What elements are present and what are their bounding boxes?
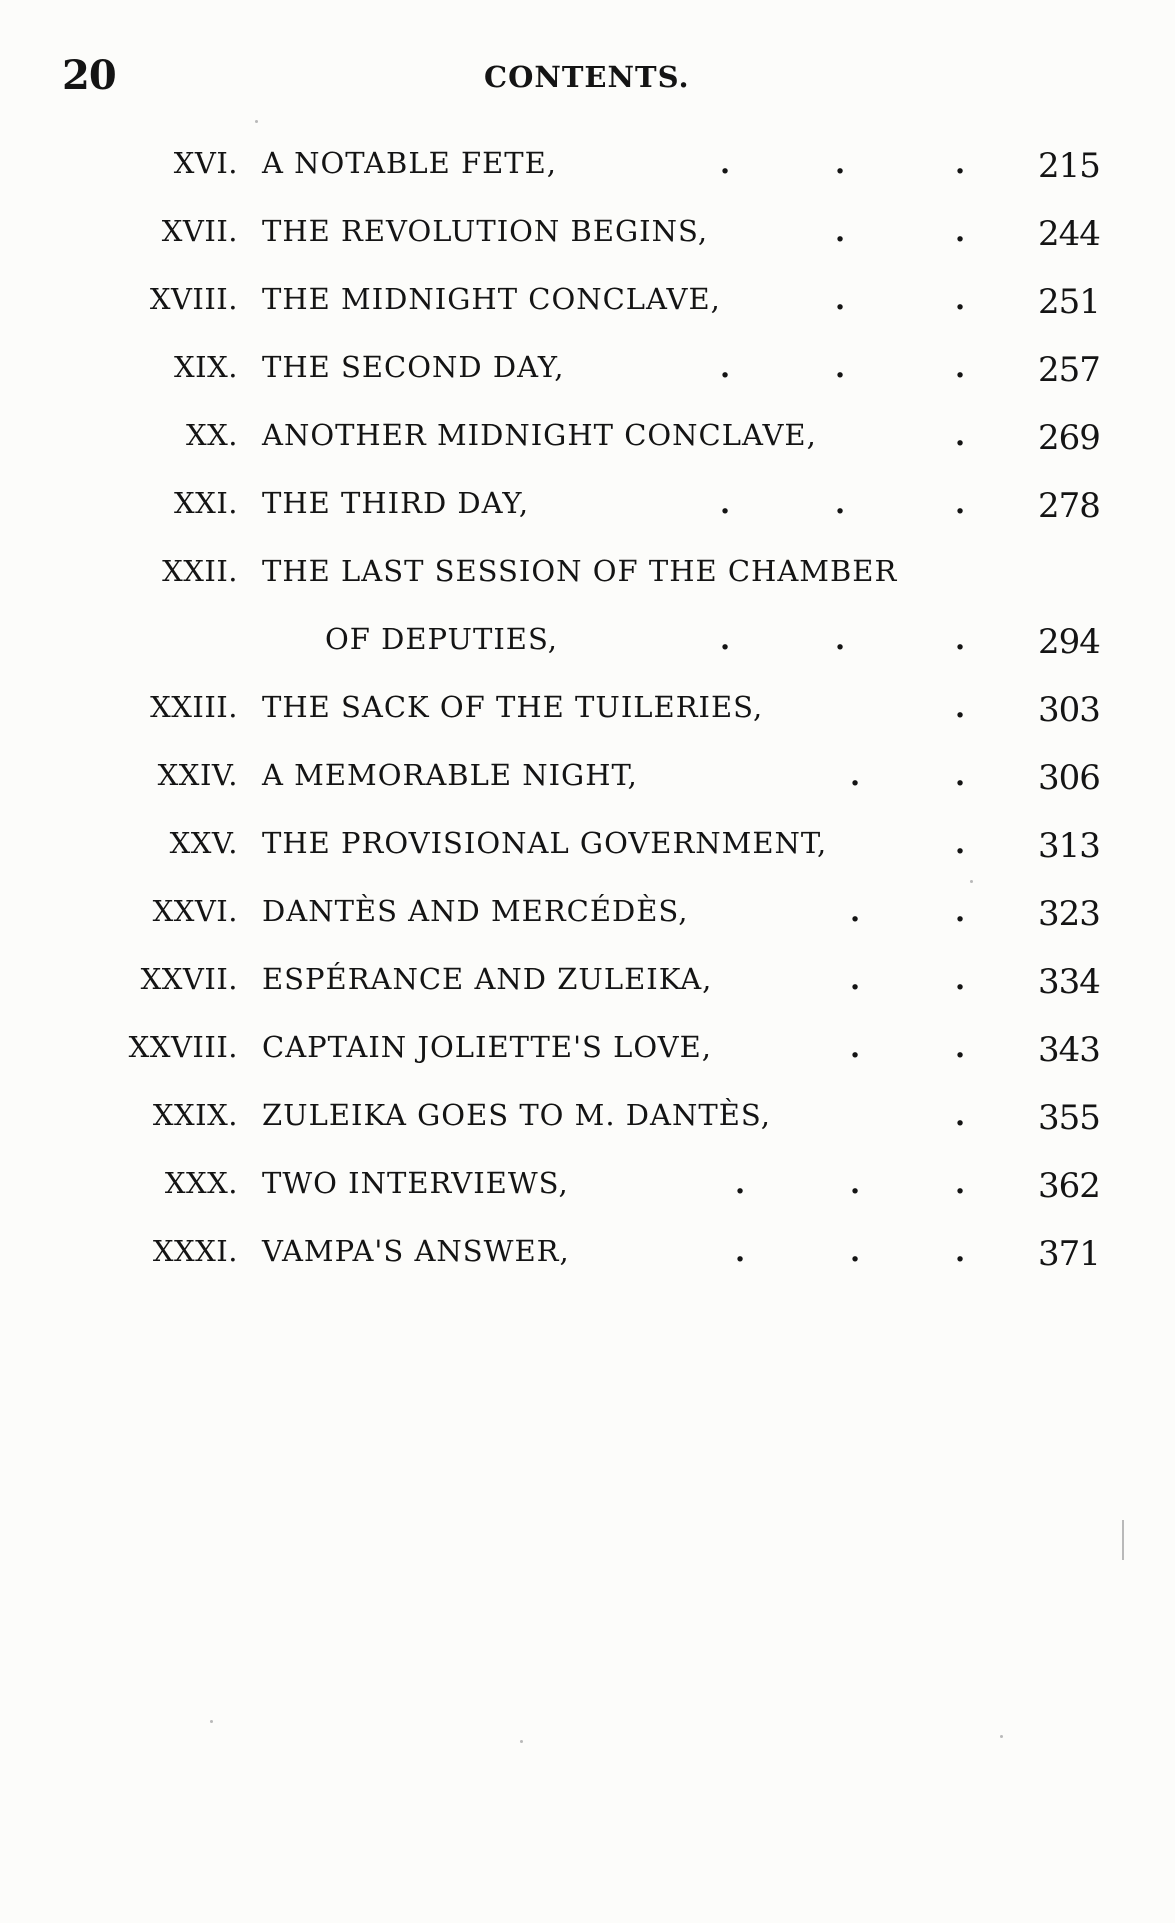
toc-entry: XXVII. ESPÉRANCE AND ZULEIKA, . . 334	[140, 962, 1100, 1002]
chapter-title: A NOTABLE FETE,	[262, 146, 557, 180]
toc-entry: XX. ANOTHER MIDNIGHT CONCLAVE, . 269	[185, 418, 1100, 458]
chapter-title: CAPTAIN JOLIETTE'S LOVE,	[262, 1030, 712, 1064]
page-ref: 244	[1038, 214, 1100, 254]
chapter-title: THE SECOND DAY,	[262, 350, 565, 384]
paper-speck	[210, 1720, 213, 1723]
toc-entry	[0, 554, 1175, 622]
toc-entry: XXIV. A MEMORABLE NIGHT, . . 306	[157, 758, 1100, 798]
toc-entry: XXVIII. CAPTAIN JOLIETTE'S LOVE, . . 343	[128, 1030, 1100, 1070]
chapter-number: XXX.	[164, 1166, 238, 1200]
chapter-number: XXVI.	[152, 894, 238, 928]
chapter-number: XXVII.	[140, 962, 238, 996]
toc-entry: XVI. A NOTABLE FETE, . . . 215	[173, 146, 1100, 186]
page-ref: 257	[1038, 350, 1100, 390]
toc-entry: XVII. THE REVOLUTION BEGINS, . . 244	[161, 214, 1100, 254]
paper-speck	[1000, 1735, 1003, 1738]
paper-speck	[520, 1740, 523, 1743]
chapter-number: XXIII.	[150, 690, 238, 724]
chapter-number: XVI.	[173, 146, 238, 180]
chapter-title: THE REVOLUTION BEGINS,	[262, 214, 709, 248]
page-ref: 269	[1038, 418, 1100, 458]
chapter-number: XXVIII.	[128, 1030, 238, 1064]
toc-entry: XXIII. THE SACK OF THE TUILERIES, . 303	[150, 690, 1100, 730]
page-number: 20	[62, 52, 116, 99]
chapter-number: XXV.	[169, 826, 238, 860]
chapter-number: XXIV.	[157, 758, 238, 792]
page-ref: 343	[1038, 1030, 1100, 1070]
toc-entry-continuation: OF DEPUTIES, . . . 294	[325, 622, 1100, 662]
paper-speck	[970, 880, 973, 883]
chapter-title: A MEMORABLE NIGHT,	[262, 758, 638, 792]
page-ref: 294	[1038, 622, 1100, 662]
page-ref: 303	[1038, 690, 1100, 730]
toc-entry: XXXI. VAMPA'S ANSWER, . . . 371	[152, 1234, 1100, 1274]
toc-entry: XXI. THE THIRD DAY, . . . 278	[174, 486, 1100, 526]
toc-entry: XXX. TWO INTERVIEWS, . . . 362	[164, 1166, 1100, 1206]
page-ref: 215	[1038, 146, 1100, 186]
page-ref: 251	[1038, 282, 1100, 322]
chapter-number: XXXI.	[152, 1234, 238, 1268]
chapter-title: DANTÈS AND MERCÉDÈS,	[262, 894, 689, 928]
chapter-number: XXII.	[162, 554, 238, 588]
page-ref: 362	[1038, 1166, 1100, 1206]
paper-mark	[1122, 1520, 1124, 1560]
chapter-title: THE LAST SESSION OF THE CHAMBER	[262, 554, 898, 588]
chapter-title: ANOTHER MIDNIGHT CONCLAVE,	[262, 418, 817, 452]
chapter-number: XIX.	[174, 350, 238, 384]
chapter-number: XXIX.	[152, 1098, 238, 1132]
chapter-title: ESPÉRANCE AND ZULEIKA,	[262, 962, 713, 996]
chapter-title: THE MIDNIGHT CONCLAVE,	[262, 282, 721, 316]
chapter-title: ZULEIKA GOES TO M. DANTÈS,	[262, 1098, 771, 1132]
chapter-number: XX.	[185, 418, 238, 452]
chapter-title: OF DEPUTIES,	[325, 622, 558, 656]
chapter-number: XXI.	[174, 486, 238, 520]
toc-entry: XVIII. THE MIDNIGHT CONCLAVE, . . 251	[149, 282, 1100, 322]
chapter-title: THE SACK OF THE TUILERIES,	[262, 690, 764, 724]
page-ref: 306	[1038, 758, 1100, 798]
chapter-number: XVII.	[161, 214, 238, 248]
page-ref: 313	[1038, 826, 1100, 866]
toc-entry: XXV. THE PROVISIONAL GOVERNMENT, . 313	[169, 826, 1100, 866]
page-ref: 334	[1038, 962, 1100, 1002]
chapter-title: TWO INTERVIEWS,	[262, 1166, 569, 1200]
paper-speck	[255, 120, 258, 123]
toc-entry: XXIX. ZULEIKA GOES TO M. DANTÈS, . 355	[152, 1098, 1100, 1138]
chapter-title: THE PROVISIONAL GOVERNMENT,	[262, 826, 828, 860]
page-ref: 355	[1038, 1098, 1100, 1138]
chapter-number: XVIII.	[149, 282, 238, 316]
page-ref: 323	[1038, 894, 1100, 934]
chapter-title: THE THIRD DAY,	[262, 486, 530, 520]
toc-entry: XIX. THE SECOND DAY, . . . 257	[174, 350, 1100, 390]
toc-entry: XXVI. DANTÈS AND MERCÉDÈS, . . 323	[152, 894, 1100, 934]
page-title: CONTENTS.	[484, 60, 690, 94]
page-ref: 278	[1038, 486, 1100, 526]
page-ref: 371	[1038, 1234, 1100, 1274]
chapter-title: VAMPA'S ANSWER,	[262, 1234, 570, 1268]
